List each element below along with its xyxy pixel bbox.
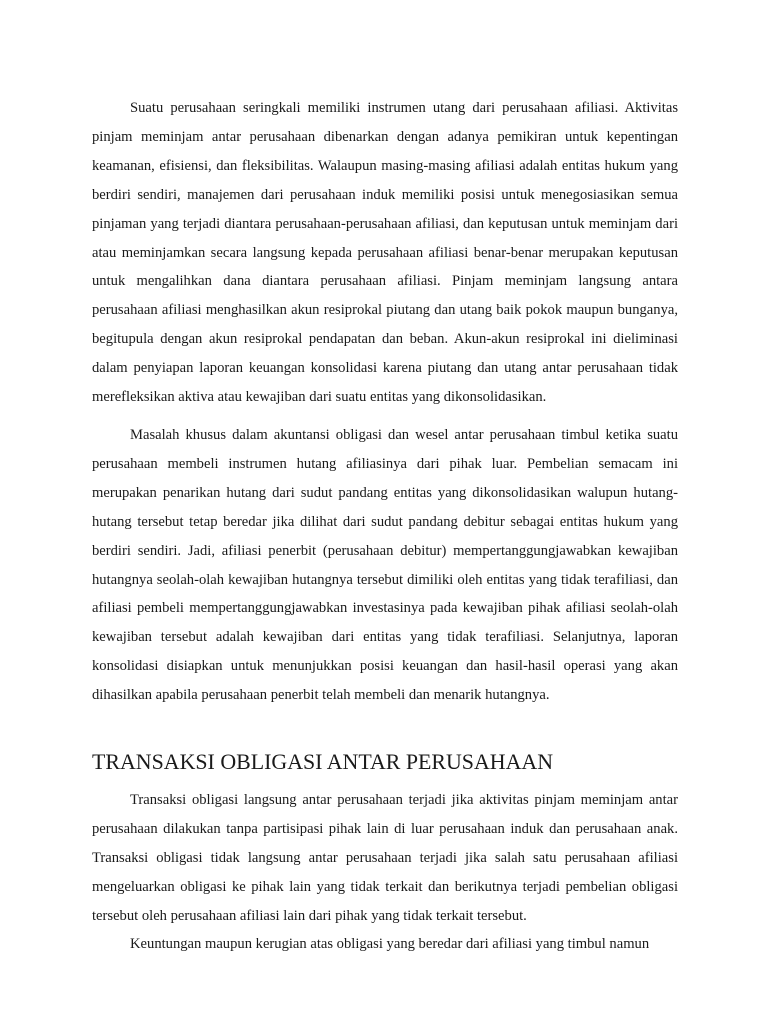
paragraph-bond-transactions: Transaksi obligasi langsung antar perusahaan terjadi jika aktivitas pinjam meminjam antar perusahaan dilakukan tanpa partisipasi pihak lain di luar perusahaan induk dan perusahaan anak. Transaksi obligasi tidak langsung antar perusahaan terjadi jika salah satu perusahaan afiliasi mengeluarkan obligasi ke pihak lain yang tidak terkait dan berikutnya terjadi pembelian obligasi tersebut oleh perusahaan afiliasi lain dari pihak yang tidak terkait tersebut. [92, 791, 678, 924]
paragraph-gains-losses: Keuntungan maupun kerugian atas obligasi yang beredar dari afiliasi yang timbul namun [130, 936, 650, 953]
section-heading: TRANSAKSI OBLIGASI ANTAR PERUSAHAAN [92, 749, 554, 775]
paragraph-bond-purchase-problem: Masalah khusus dalam akuntansi obligasi dan wesel antar perusahaan timbul ketika suatu perusahaan membeli instrumen hutang afiliasinya dari pihak luar. Pembelian semacam ini merupakan penarikan hutang dari sudut pandang entitas yang dikonsolidasikan walupun hutang-hutang tersebut tetap beredar jika dilihat dari sudut pandang debitur sebagai entitas hukum yang berdiri sendiri. Jadi, afiliasi penerbit (perusahaan debitur) mempertanggungjawabkan kewajiban hutangnya seolah-olah kewajiban hutangnya tersebut dimiliki oleh entitas yang tidak terafiliasi, dan afiliasi pembeli mempertanggungjawabkan investasinya pada kewajiban pihak afiliasi seolah-olah kewajiban tersebut adalah kewajiban dari entitas yang tidak terafiliasi. Selanjutnya, laporan konsolidasi disiapkan untuk menunjukkan posisi keuangan dan hasil-hasil operasi yang akan dihasilkan apabila perusahaan penerbit telah membeli dan menarik hutangnya. [92, 426, 678, 704]
paragraph-intra-company-debt: Suatu perusahaan seringkali memiliki instrumen utang dari perusahaan afiliasi. Aktivitas pinjam meminjam antar perusahaan dibenarkan dengan adanya pemikiran untuk kepentingan keamanan, efisiensi, dan fleksibilitas. Walaupun masing-masing afiliasi adalah entitas hukum yang berdiri sendiri, manajemen dari perusahaan induk memiliki posisi untuk menegosiasikan semua pinjaman yang terjadi diantara perusahaan-perusahaan afiliasi, dan keputusan untuk meminjam dari atau meminjamkan secara langsung kepada perusahaan afiliasi benar-benar merupakan keputusan untuk mengalihkan dana diantara perusahaan afiliasi. Pinjam meminjam langsung antara perusahaan afiliasi menghasilkan akun resiprokal piutang dan utang baik pokok maupun bunganya, begitupula dengan akun resiprokal pendapatan dan beban. Akun-akun resiprokal ini dieliminasi dalam penyiapan laporan keuangan konsolidasi karena piutang dan utang antar perusahaan tidak merefleksikan aktiva atau kewajiban dari suatu entitas yang dikonsolidasikan. [92, 100, 678, 406]
document-body [92, 94, 678, 959]
